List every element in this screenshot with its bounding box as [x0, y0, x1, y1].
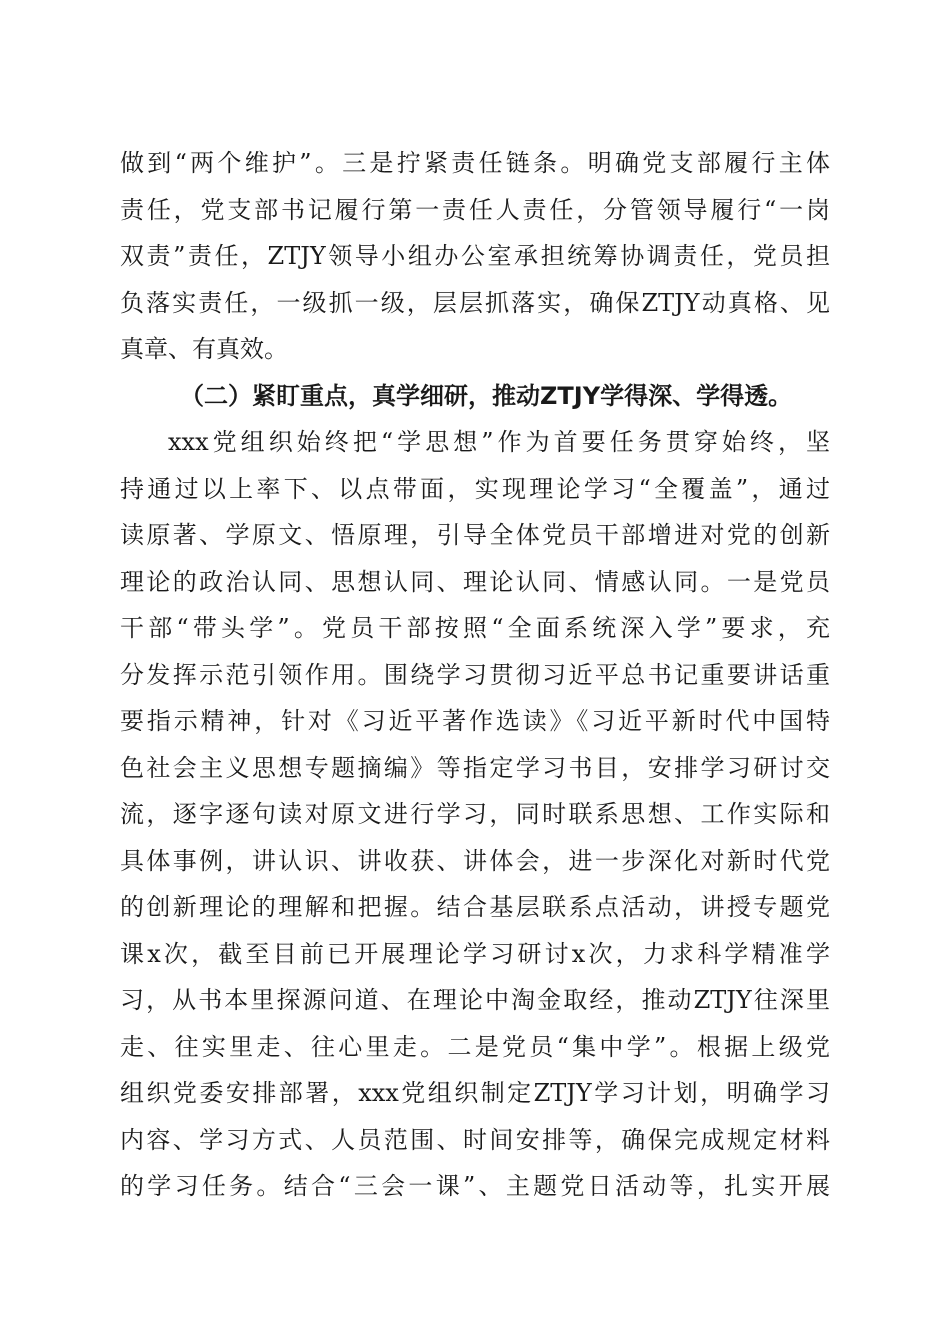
- paragraph-line: 习，从书本里探源问道、在理论中淘金取经，推动ZTJY往深里: [120, 986, 830, 1014]
- paragraph-line: 的学习任务。结合“三会一课”、主题党日活动等，扎实开展: [120, 1172, 830, 1200]
- paragraph-line: 具体事例，讲认识、讲收获、讲体会，进一步深化对新时代党: [120, 846, 830, 875]
- document-body: [120, 140, 830, 1210]
- paragraph-line: 要指示精神，针对《习近平著作选读》《习近平新时代中国特: [120, 707, 830, 735]
- paragraph-line: 理论的政治认同、思想认同、理论认同、情感认同。一是党员: [120, 567, 830, 596]
- paragraph-line: 责任，党支部书记履行第一责任人责任，分管领导履行“一岗: [120, 195, 830, 224]
- paragraph-line: 双责”责任，ZTJY领导小组办公室承担统筹协调责任，党员担: [120, 242, 830, 270]
- paragraph-line: 负落实责任，一级抓一级，层层抓落实，确保ZTJY动真格、见: [120, 288, 830, 317]
- section-heading: （二）紧盯重点，真学细研，推动ZTJY学得深、学得透。: [180, 381, 793, 410]
- paragraph-line: 做到“两个维护”。三是拧紧责任链条。明确党支部履行主体: [120, 149, 830, 177]
- paragraph-line: 的创新理论的理解和把握。结合基层联系点活动，讲授专题党: [120, 893, 830, 921]
- paragraph-line: 分发挥示范引领作用。围绕学习贯彻习近平总书记重要讲话重: [120, 660, 830, 689]
- paragraph-line: 干部“带头学”。党员干部按照“全面系统深入学”要求，充: [120, 614, 830, 642]
- paragraph-line: 走、往实里走、往心里走。二是党员“集中学”。根据上级党: [120, 1032, 830, 1061]
- paragraph-line: 组织党委安排部署，xxx党组织制定ZTJY学习计划，明确学习: [120, 1079, 830, 1107]
- paragraph-line: 课x次，截至目前已开展理论学习研讨x次，力求科学精准学: [120, 939, 830, 968]
- paragraph-line: 流，逐字逐句读对原文进行学习，同时联系思想、工作实际和: [120, 800, 830, 828]
- paragraph-line: xxx党组织始终把“学思想”作为首要任务贯穿始终，坚: [168, 428, 830, 456]
- paragraph-line: 内容、学习方式、人员范围、时间安排等，确保完成规定材料: [120, 1125, 830, 1154]
- paragraph-line: 读原著、学原文、悟原理，引导全体党员干部增进对党的创新: [120, 521, 830, 549]
- paragraph-line: 持通过以上率下、以点带面，实现理论学习“全覆盖”，通过: [120, 474, 830, 503]
- paragraph-line: 色社会主义思想专题摘编》等指定学习书目，安排学习研讨交: [120, 753, 830, 782]
- paragraph-line: 真章、有真效。: [120, 335, 288, 363]
